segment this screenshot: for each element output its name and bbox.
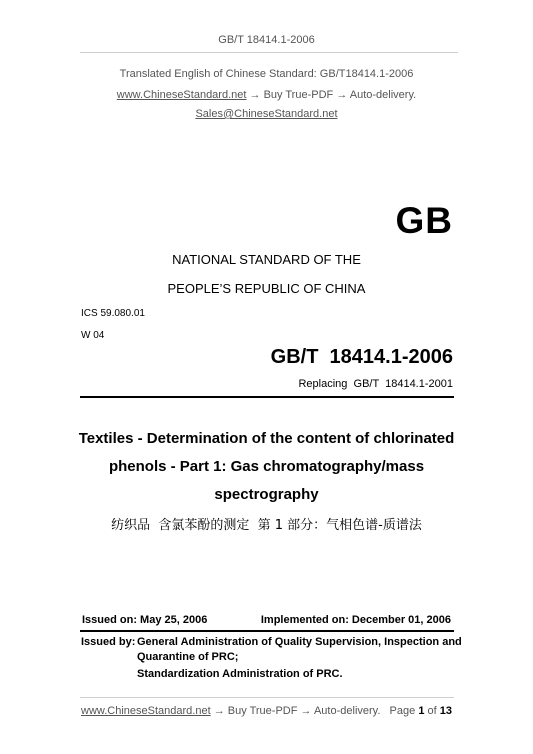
implemented-on: Implemented on: December 01, 2006 xyxy=(260,614,451,626)
chinese-title: 纺织品 含氯苯酚的测定 第 1 部分：气相色谱-质谱法 xyxy=(111,518,422,533)
sales-email-link[interactable]: Sales@ChineseStandard.net xyxy=(195,108,338,120)
footer-site-link[interactable]: www.ChineseStandard.net xyxy=(81,705,211,717)
page-total: 13 xyxy=(439,705,452,717)
title-rule xyxy=(80,396,454,398)
issued-by-line3: Standardization Administration of PRC. xyxy=(137,668,343,680)
page-label: Page xyxy=(389,705,416,717)
issued-by-label: Issued by: xyxy=(81,636,136,648)
standard-number: GB/T 18414.1-2006 xyxy=(270,346,453,368)
arrow-icon: → xyxy=(300,705,312,717)
replacing-line: Replacing GB/T 18414.1-2001 xyxy=(298,378,453,390)
w-code: W 04 xyxy=(81,330,105,341)
page-indicator xyxy=(390,705,452,717)
footer-auto-delivery-text: Auto-delivery. xyxy=(313,705,381,717)
header-links-row xyxy=(0,89,533,101)
arrow-icon: → xyxy=(336,89,348,101)
issued-by-line2: Quarantine of PRC; xyxy=(137,651,239,663)
arrow-icon: → xyxy=(249,89,261,101)
page-current: 1 xyxy=(418,705,425,717)
english-title-line3: spectrography xyxy=(214,486,319,503)
site-link[interactable]: www.ChineseStandard.net xyxy=(116,89,247,101)
buy-pdf-link[interactable]: Buy True-PDF xyxy=(263,89,334,101)
issued-on: Issued on: May 25, 2006 xyxy=(82,614,208,626)
english-title-line1: Textiles - Determination of the content of chlorinated xyxy=(78,430,455,447)
footer-links-row xyxy=(81,705,380,717)
gb-mark: GB xyxy=(395,200,453,241)
auto-delivery-text: Auto-delivery. xyxy=(349,89,417,101)
arrow-icon: → xyxy=(213,705,225,717)
footer-buy-pdf-link[interactable]: Buy True-PDF xyxy=(227,705,298,717)
english-title-line2: phenols - Part 1: Gas chromatography/mass xyxy=(108,458,425,475)
translated-line: Translated English of Chinese Standard: GB/T18414.1-2006 xyxy=(119,68,414,80)
national-standard-line2: PEOPLE’S REPUBLIC OF CHINA xyxy=(167,281,366,296)
footer-divider xyxy=(80,697,454,698)
issue-rule xyxy=(80,630,454,632)
national-standard-line1: NATIONAL STANDARD OF THE xyxy=(172,252,361,267)
ics-code: ICS 59.080.01 xyxy=(81,308,145,319)
page-of: of xyxy=(427,705,437,717)
issued-by-line1: General Administration of Quality Supervision, Inspection and xyxy=(137,636,462,648)
header-divider xyxy=(80,52,458,53)
running-header-title: GB/T 18414.1-2006 xyxy=(218,34,315,46)
